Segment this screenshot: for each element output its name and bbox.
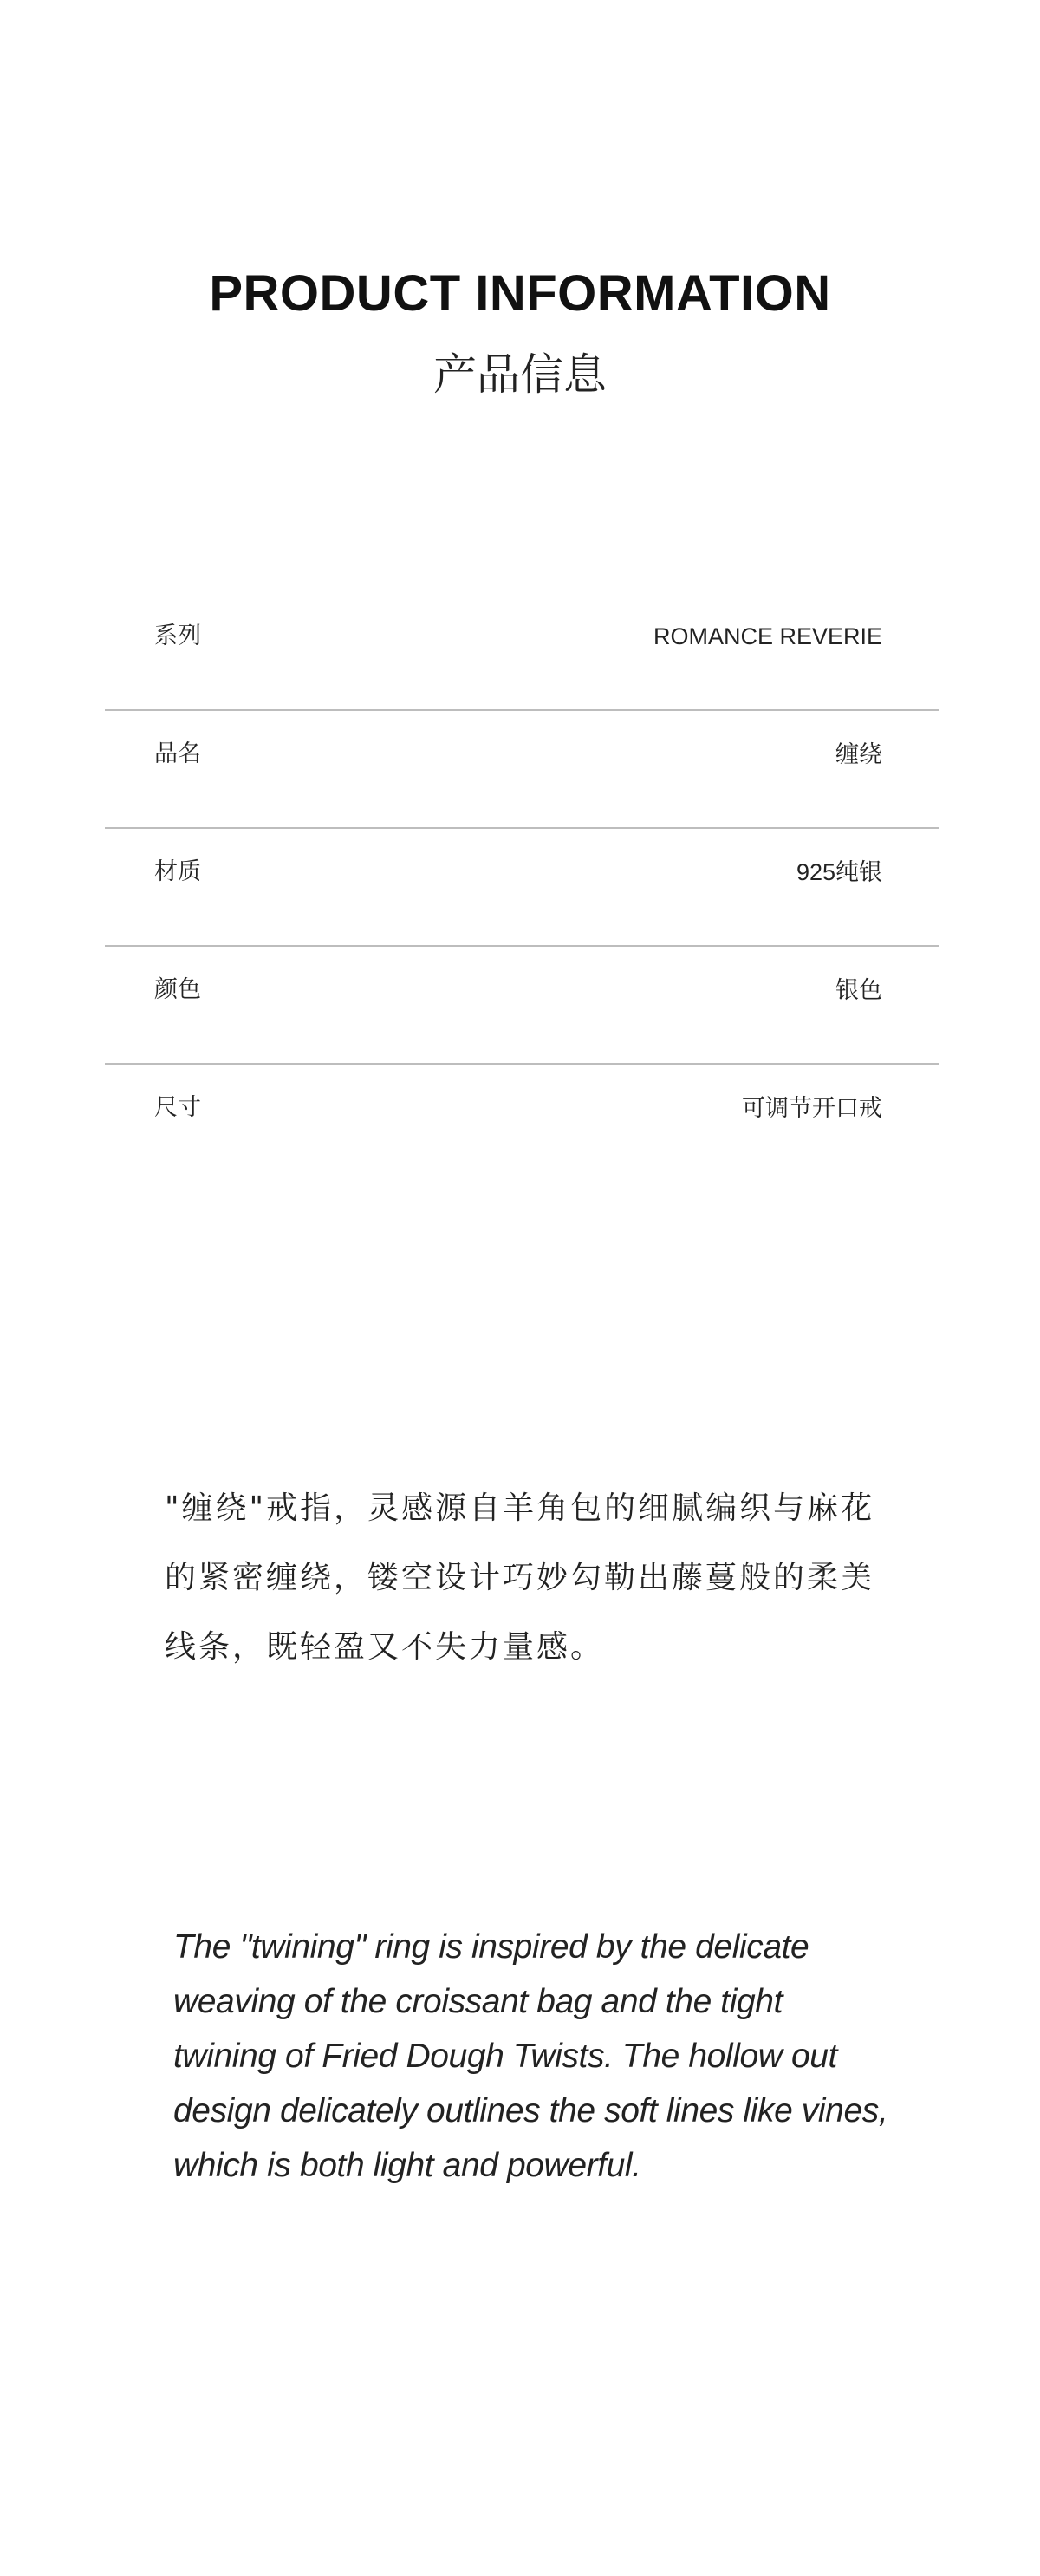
spec-value: 925纯银 [796,859,882,885]
spec-row-name [105,711,939,829]
description-zh: "缠绕"戒指，灵感源自羊角包的细腻编织与麻花的紧密缠绕，镂空设计巧妙勾勒出藤蔓般的柔美线条，既轻盈又不失力量感。 [165,1490,875,1665]
spec-label: 尺寸 [154,1094,201,1121]
page-title-zh: 产品信息 [433,349,607,400]
spec-value: 缠绕 [835,741,882,767]
spec-label: 系列 [154,623,201,649]
spec-value: 可调节开口戒 [742,1095,882,1121]
spec-label: 品名 [154,740,201,767]
description-en: The "twining" ring is inspired by the delicate weaving of the croissant bag and the tight twining of Fried Dough Twists. The hollow out design delicately outlines the soft lines like vines, which is both light and powerful. [173,1928,888,2184]
spec-value: 银色 [835,977,882,1003]
spec-label: 材质 [154,858,201,885]
spec-row-color [105,947,939,1065]
spec-label: 颜色 [154,976,201,1003]
spec-value: ROMANCE REVERIE [653,623,882,649]
spec-row-size [105,1065,939,1183]
spec-row-series [105,593,939,711]
product-spec-table [105,593,939,1183]
page-title-en: PRODUCT INFORMATION [209,265,831,322]
spec-row-material [105,829,939,947]
